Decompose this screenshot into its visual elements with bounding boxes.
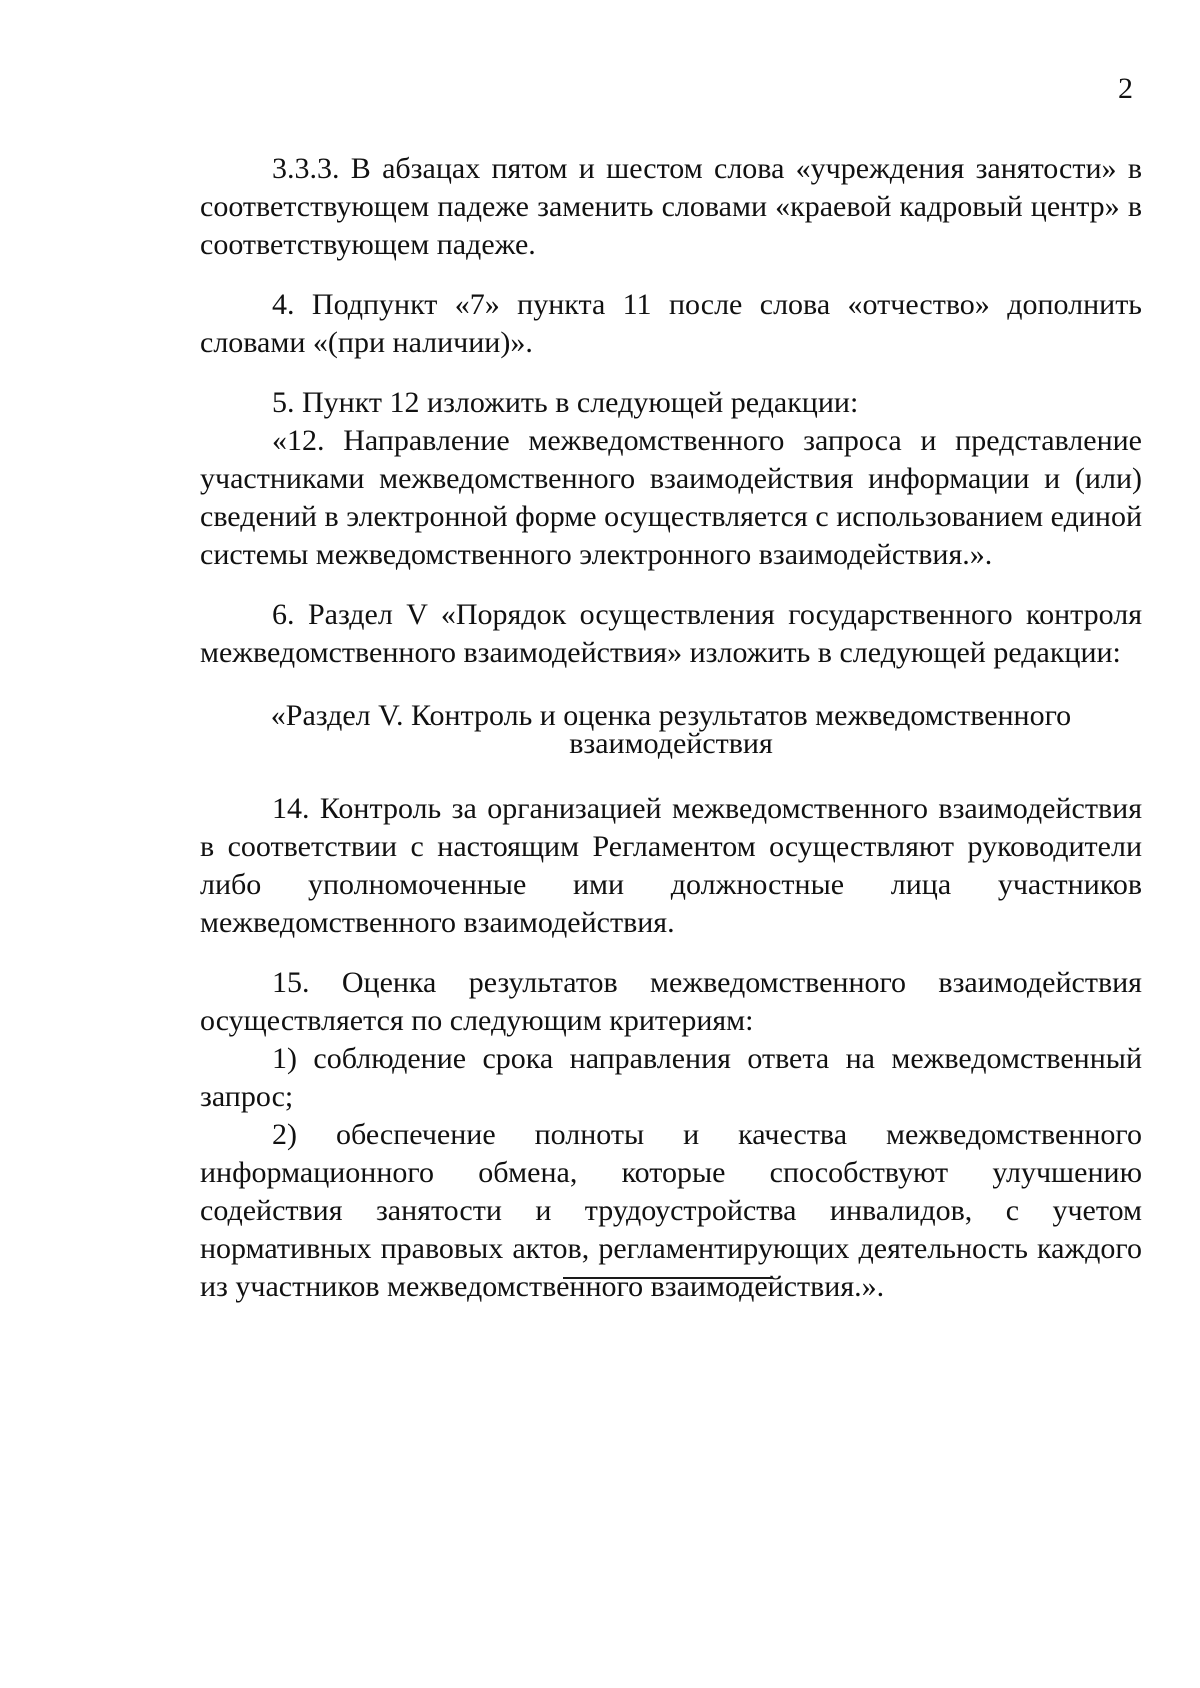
criterion-2: 2) обеспечение полноты и качества межведомственного информационного обмена, которые способствуют улучшению содействия занятости и трудоустройства инвалидов, с учетом нормативных правовых актов, регламентирующих деятельность каждого из участников межведомственного взаимодействия.». xyxy=(200,1118,1142,1303)
paragraph-item-12-text: «12. Направление межведомственного запроса и представление участниками межведомственного взаимодействия информации и (или) сведений в электронной форме осуществляется с использованием единой системы межведомственного электронного взаимодействия.». xyxy=(200,424,1142,571)
paragraph-item-4: 4. Подпункт «7» пункта 11 после слова «отчество» дополнить словами «(при наличии)». xyxy=(200,288,1142,359)
document-body xyxy=(200,150,1142,1306)
paragraph-item-15: 15. Оценка результатов межведомственного взаимодействия осуществляется по следующим критериям: xyxy=(200,966,1142,1037)
paragraph-item-14: 14. Контроль за организацией межведомственного взаимодействия в соответствии с настоящим Регламентом осуществляют руководители либо уполномоченные ими должностные лица участников межведомственного взаимодействия. xyxy=(200,792,1142,939)
paragraph-item-6: 6. Раздел V «Порядок осуществления государственного контроля межведомственного взаимодействия» изложить в следующей редакции: xyxy=(200,598,1142,669)
criterion-1: 1) соблюдение срока направления ответа на межведомственный запрос; xyxy=(200,1042,1142,1113)
paragraph-3-3-3: 3.3.3. В абзацах пятом и шестом слова «учреждения занятости» в соответствующем падеже заменить словами «краевой кадровый центр» в соответствующем падеже. xyxy=(200,152,1142,261)
paragraph-item-5: 5. Пункт 12 изложить в следующей редакции: xyxy=(272,386,859,419)
section-heading: «Раздел V. Контроль и оценка результатов межведомственного взаимодействия xyxy=(270,699,1072,760)
end-rule-divider xyxy=(563,1277,773,1279)
page-number: 2 xyxy=(1118,72,1133,105)
